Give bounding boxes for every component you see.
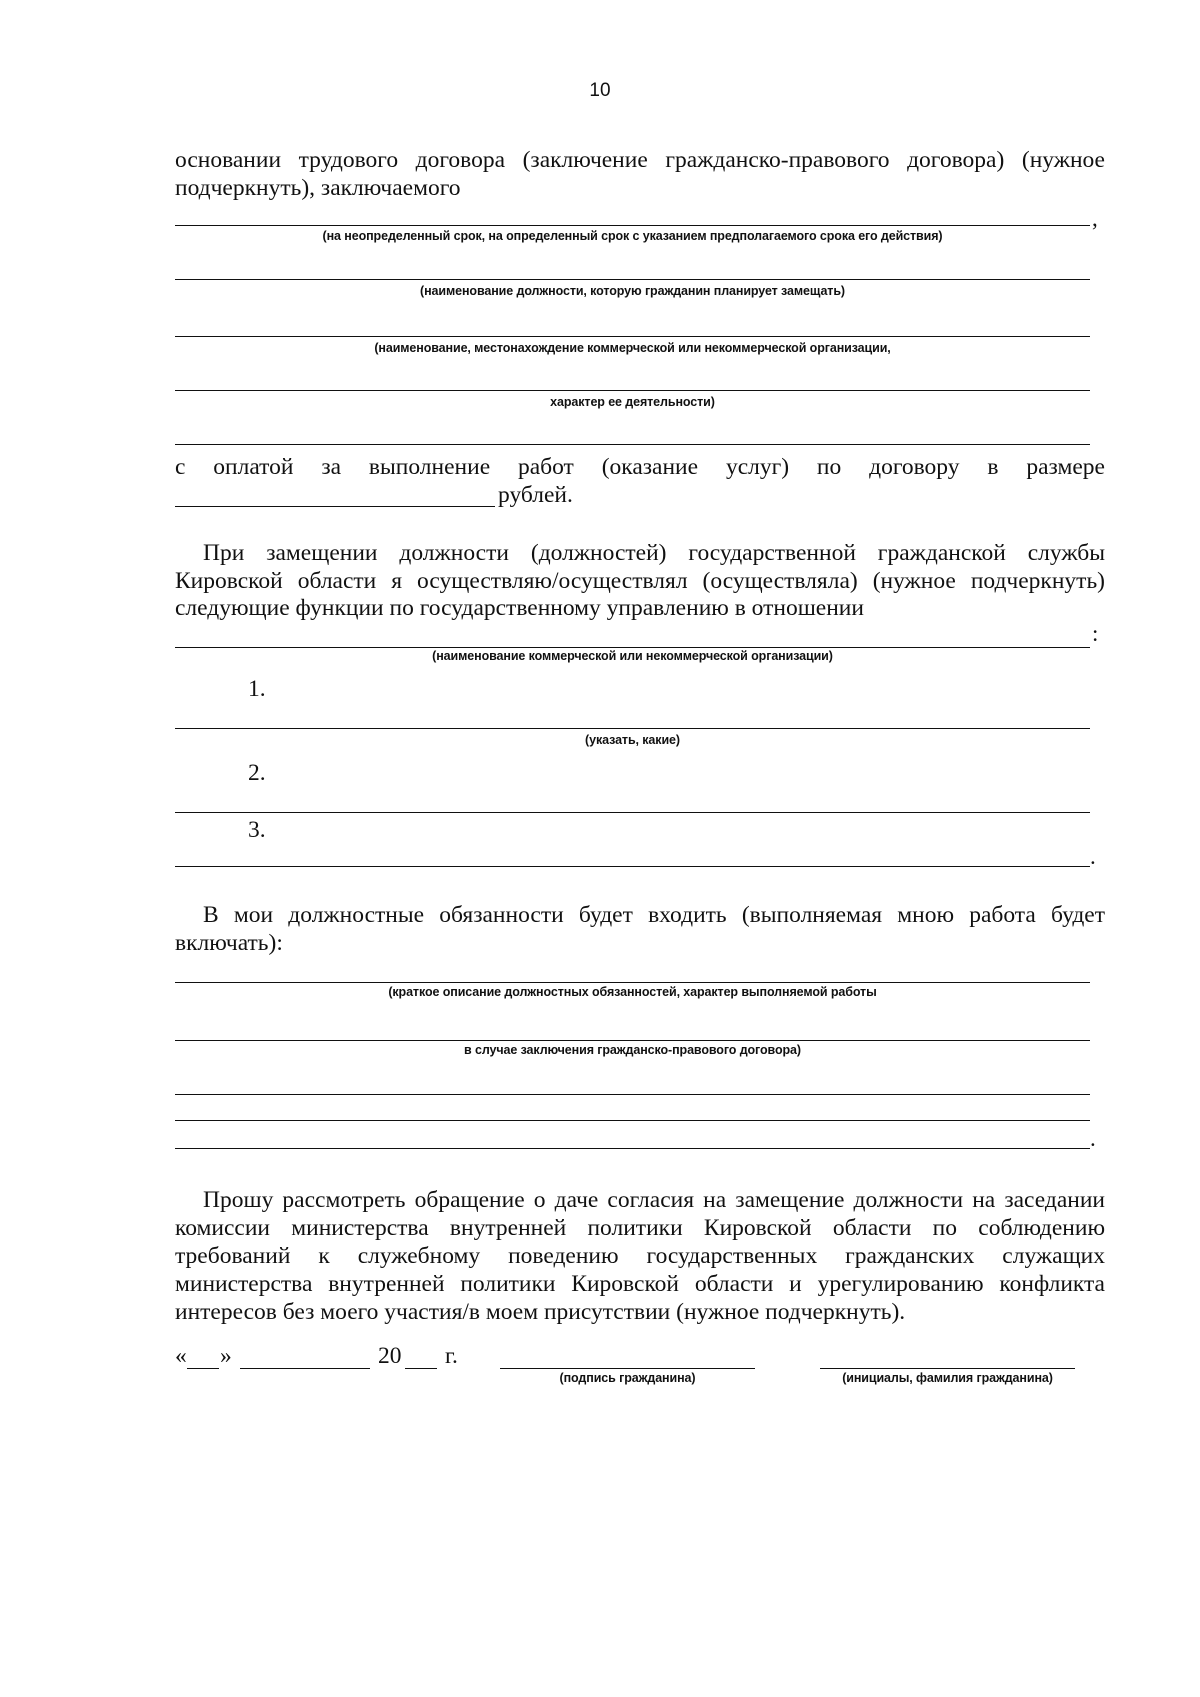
signature-line[interactable]	[500, 1368, 755, 1369]
item-number-1: 1.	[248, 676, 266, 702]
duties-field-line-4[interactable]	[175, 1120, 1090, 1121]
paragraph-4-line-1: Прошу рассмотреть обращение о даче согласия на замещение должности на заседании	[203, 1187, 1105, 1213]
duties-field-line-5[interactable]	[175, 1148, 1090, 1149]
duties-period: .	[1090, 1126, 1096, 1151]
item-1-field-line[interactable]	[175, 728, 1090, 729]
payment-word: работ	[517, 454, 574, 480]
item-3-period: .	[1090, 844, 1096, 869]
date-year-line[interactable]	[405, 1368, 437, 1369]
organization2-colon: :	[1092, 621, 1099, 646]
date-year-suffix: г.	[445, 1343, 458, 1369]
activity-field-line[interactable]	[175, 390, 1090, 391]
activity-caption: характер ее деятельности)	[550, 395, 715, 409]
organization2-field-line[interactable]	[175, 647, 1090, 648]
duties-field-line-1[interactable]	[175, 982, 1090, 983]
item-2-field-line[interactable]	[175, 812, 1090, 813]
organization2-caption: (наименование коммерческой или некоммерческой организации)	[432, 649, 833, 663]
initials-caption: (инициалы, фамилия гражданина)	[842, 1371, 1053, 1385]
payment-word: размере	[1026, 454, 1105, 480]
position-field-line[interactable]	[175, 279, 1090, 280]
paragraph-3-line-2: включать):	[175, 930, 283, 956]
paragraph-4-line-4: министерства внутренней политики Кировской области и урегулированию конфликта	[175, 1271, 1105, 1297]
paragraph-4-line-3: требований к служебному поведению государственных гражданских служащих	[175, 1243, 1105, 1269]
term-comma: ,	[1092, 206, 1098, 231]
payment-word: за	[321, 454, 342, 480]
item-number-2: 2.	[248, 760, 266, 786]
payment-word: (оказание	[601, 454, 699, 480]
organization-field-line[interactable]	[175, 336, 1090, 337]
term-caption: (на неопределенный срок, на определенный срок с указанием предполагаемого срока его действия)	[322, 229, 943, 243]
paragraph-2-line-2: Кировской области я осуществляю/осуществлял (осуществляла) (нужное подчеркнуть)	[175, 568, 1105, 594]
payment-word: договору	[869, 454, 960, 480]
rubles-label: рублей.	[498, 482, 573, 508]
payment-line	[175, 453, 1105, 481]
paragraph-2-line-1: При замещении должности (должностей) государственной гражданской службы	[203, 540, 1105, 566]
duties-field-line-3[interactable]	[175, 1094, 1090, 1095]
duties-caption-1: (краткое описание должностных обязанностей, характер выполняемой работы	[388, 985, 877, 999]
date-day-line[interactable]	[187, 1368, 219, 1369]
paragraph-1-line-2: подчеркнуть), заключаемого	[175, 175, 461, 201]
which-caption: (указать, какие)	[585, 733, 680, 747]
date-close-quote: »	[220, 1343, 232, 1369]
payment-word: выполнение	[368, 454, 491, 480]
organization-caption: (наименование, местонахождение коммерческой или некоммерческой организации,	[374, 341, 891, 355]
paragraph-3-line-1: В мои должностные обязанности будет входить (выполняемая мною работа будет	[203, 902, 1105, 928]
payment-word: с	[175, 454, 186, 480]
payment-word: по	[816, 454, 842, 480]
item-3-field-line[interactable]	[175, 866, 1090, 867]
position-caption: (наименование должности, которую гражданин планирует замещать)	[420, 284, 845, 298]
payment-word: в	[987, 454, 999, 480]
signature-caption: (подпись гражданина)	[559, 1371, 696, 1385]
date-month-line[interactable]	[240, 1368, 370, 1369]
paragraph-2-line-3: следующие функции по государственному управлению в отношении	[175, 595, 864, 621]
duties-field-line-2[interactable]	[175, 1040, 1090, 1041]
page-number: 10	[589, 80, 611, 101]
date-open-quote: «	[175, 1343, 187, 1369]
payment-word: услуг)	[725, 454, 790, 480]
paragraph-1-line-1: основании трудового договора (заключение гражданско-правового договора) (нужное	[175, 147, 1105, 173]
duties-caption-2: в случае заключения гражданско-правового договора)	[464, 1043, 801, 1057]
initials-line[interactable]	[820, 1368, 1075, 1369]
payment-amount-line[interactable]	[175, 506, 495, 507]
term-field-line[interactable]	[175, 225, 1090, 226]
paragraph-4-line-2: комиссии министерства внутренней политики Кировской области по соблюдению	[175, 1215, 1105, 1241]
paragraph-4-line-5: интересов без моего участия/в моем присутствии (нужное подчеркнуть).	[175, 1299, 906, 1325]
item-number-3: 3.	[248, 817, 266, 843]
date-century: 20	[378, 1343, 402, 1369]
extra-field-line[interactable]	[175, 444, 1090, 445]
payment-word: оплатой	[213, 454, 294, 480]
